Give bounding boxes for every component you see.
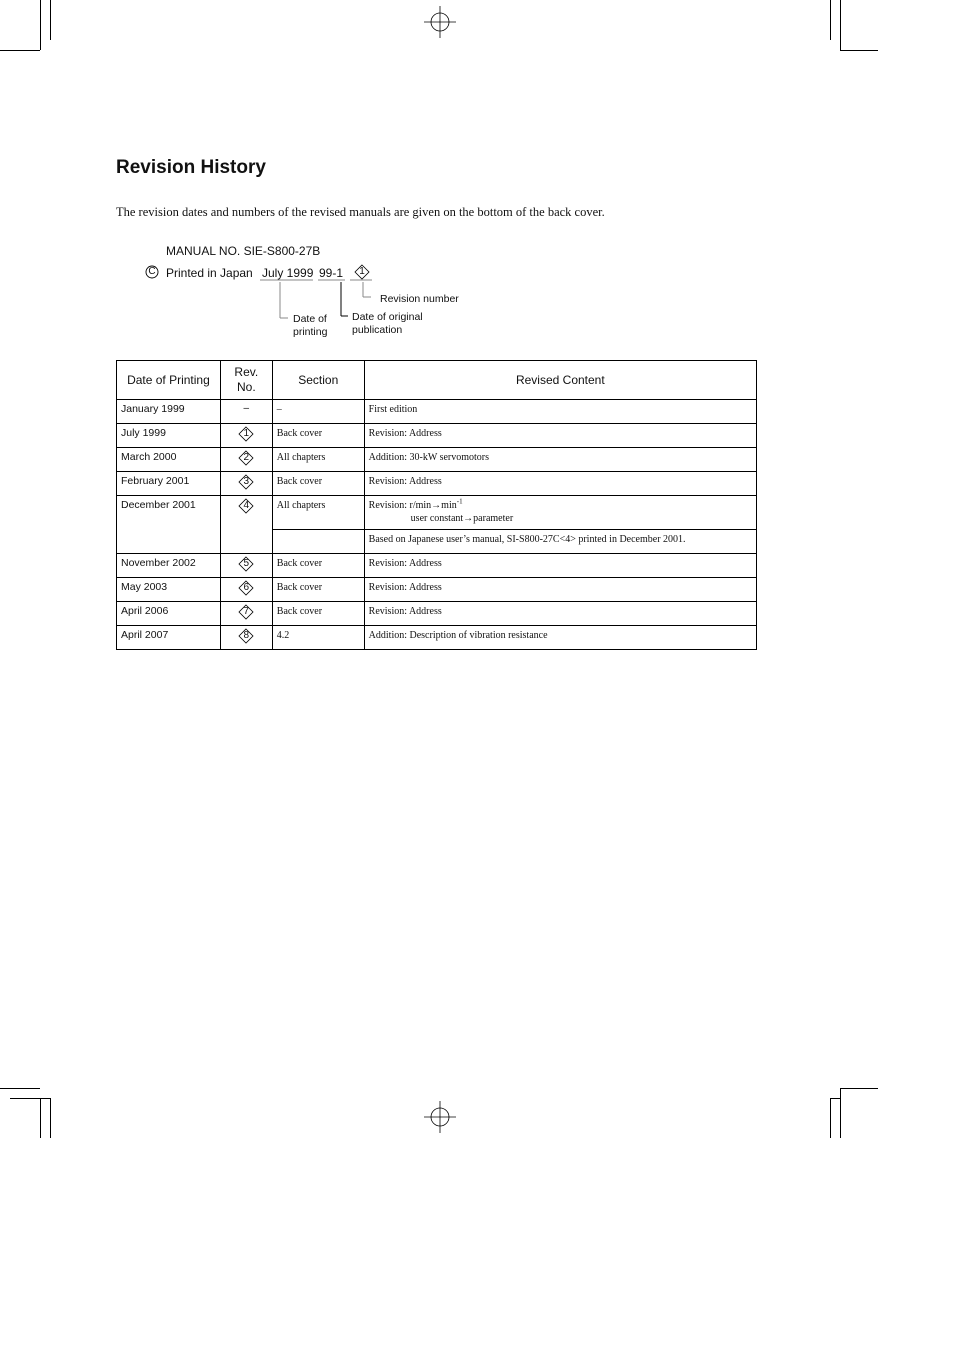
row-rev (220, 626, 272, 650)
header-content: Revised Content (364, 361, 756, 400)
row-date: May 2003 (117, 578, 221, 602)
label-original-publication-1: Date of original (352, 311, 423, 323)
rev-diamond-icon: 8 (238, 628, 254, 644)
arrow-right-icon: → (431, 500, 442, 511)
row-rev (220, 424, 272, 448)
row-section: 4.2 (272, 626, 364, 650)
header-section: Section (272, 361, 364, 400)
row-rev (220, 472, 272, 496)
row-rev (220, 554, 272, 578)
row-date: January 1999 (117, 400, 221, 424)
table-row (117, 496, 757, 530)
table-header-row (117, 361, 757, 400)
label-revision-number: Revision number (380, 293, 459, 305)
table-row (117, 472, 757, 496)
diagram-rev-number: 1 (359, 266, 365, 277)
row-section: All chapters (272, 496, 364, 530)
row-rev (220, 496, 272, 554)
row-date: November 2002 (117, 554, 221, 578)
intro-text: The revision dates and numbers of the revised manuals are given on the bottom of the back cover. (116, 205, 605, 219)
row-date: April 2006 (117, 602, 221, 626)
rev-diamond-icon: 2 (238, 450, 254, 466)
row-content: First edition (364, 400, 756, 424)
revision-table (116, 360, 757, 650)
header-rev: Rev. No. (220, 361, 272, 400)
row-date: March 2000 (117, 448, 221, 472)
row-rev (220, 578, 272, 602)
row-section: All chapters (272, 448, 364, 472)
row-content: Revision: $r/\min\to\min^{-1}$ user constant→parameter (364, 496, 756, 530)
row-content: Revision: Address (364, 472, 756, 496)
row-content: Revision: Address (364, 554, 756, 578)
row-date: July 1999 (117, 424, 221, 448)
arrow-right-icon: → (463, 513, 474, 524)
registration-mark-bottom (424, 1101, 456, 1133)
rev-diamond-icon: 7 (238, 604, 254, 620)
row-content: Addition: Description of vibration resistance (364, 626, 756, 650)
row-content: Revision: Address (364, 424, 756, 448)
rev-diamond-icon: 6 (238, 580, 254, 596)
row-rev (220, 602, 272, 626)
row-date: February 2001 (117, 472, 221, 496)
row-section: Back cover (272, 578, 364, 602)
diagram-code: 99-1 (319, 266, 344, 280)
table-row (117, 626, 757, 650)
row-content: Revision: Address (364, 602, 756, 626)
row-rev (220, 448, 272, 472)
row-date: December 2001 (117, 496, 221, 554)
row-section-empty (272, 530, 364, 554)
rev-diamond-icon: 3 (238, 474, 254, 490)
table-row (117, 424, 757, 448)
row-content: Addition: 30-kW servomotors (364, 448, 756, 472)
row-section: Back cover (272, 554, 364, 578)
diagram-date: July 1999 (262, 266, 314, 280)
label-original-publication-2: publication (352, 324, 403, 336)
label-date-of-printing-1: Date of (293, 313, 327, 325)
page-title: Revision History (116, 157, 266, 178)
registration-mark-top (424, 6, 456, 38)
printed-in-japan: Printed in Japan (166, 266, 253, 280)
row-rev: – (220, 400, 272, 424)
table-row (117, 554, 757, 578)
manual-number: MANUAL NO. SIE-S800-27B (166, 244, 321, 258)
row-date: April 2007 (117, 626, 221, 650)
rev-diamond-icon: 5 (238, 556, 254, 572)
table-row (117, 400, 757, 424)
label-date-of-printing-2: printing (293, 326, 328, 338)
row-section: – (272, 400, 364, 424)
table-row (117, 448, 757, 472)
rev-diamond-icon: 1 (238, 426, 254, 442)
row-content: Revision: Address (364, 578, 756, 602)
table-row (117, 578, 757, 602)
header-date: Date of Printing (117, 361, 221, 400)
row-content: Based on Japanese user’s manual, SI-S800-27C<4> printed in December 2001. (364, 530, 756, 554)
row-section: Back cover (272, 472, 364, 496)
table-row (117, 602, 757, 626)
rev-diamond-icon: 4 (238, 498, 254, 514)
row-section: Back cover (272, 424, 364, 448)
row-section: Back cover (272, 602, 364, 626)
copyright-symbol: C (148, 266, 156, 277)
